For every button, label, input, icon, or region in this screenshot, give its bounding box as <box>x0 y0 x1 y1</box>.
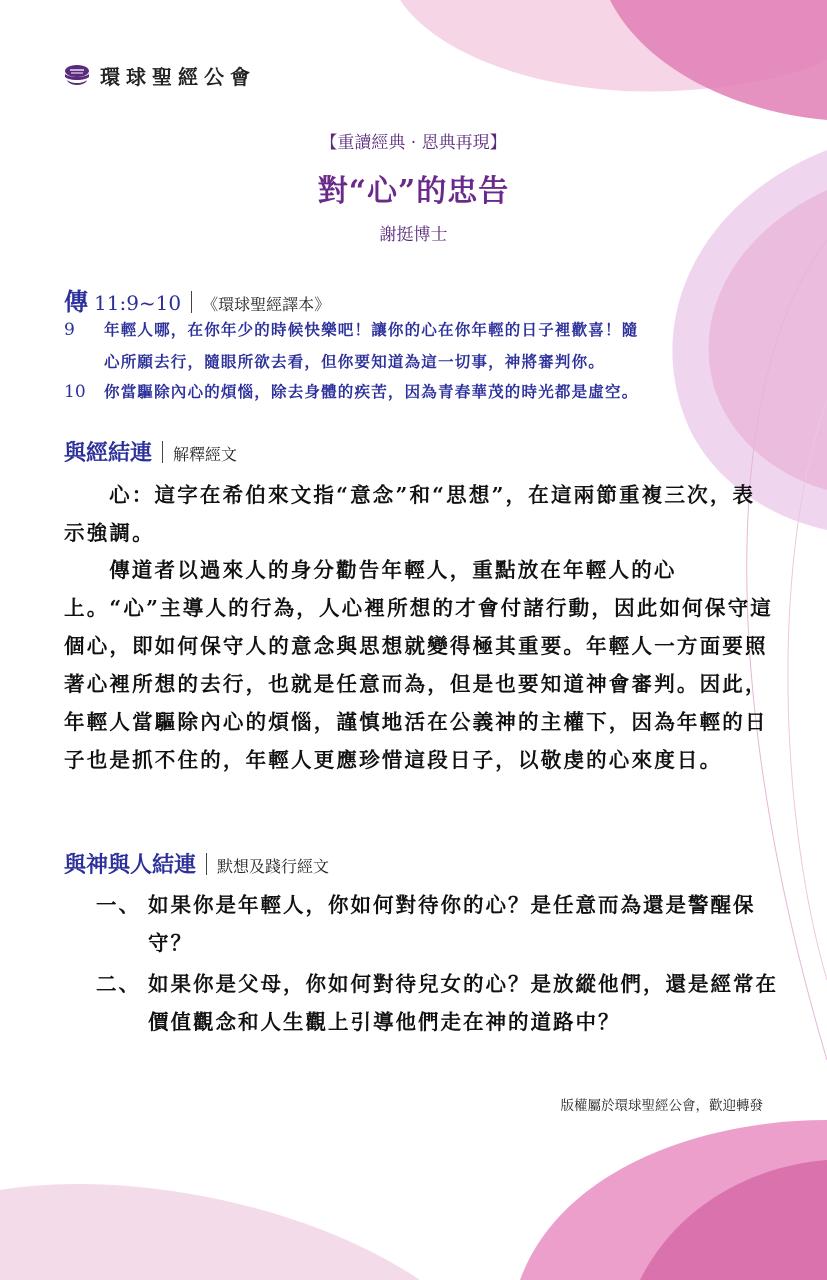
series-label: 【重讀經典 · 恩典再現】 <box>320 133 507 153</box>
verse-number: 9 <box>64 320 75 340</box>
author-name: 謝挺博士 <box>379 225 448 245</box>
heading-divider <box>162 441 163 463</box>
explain-paragraph: 傳道者以過來人的身分勸告年輕人，重點放在年輕人的心上。“心”主導人的行為，人心裡所想的才會付諸行動，因此如何保守這個心，即如何保守人的意念與思想就變得極其重要。年輕人一方面要照著心裡所想的去行，也就是任意而為，但是也要知道神會審判。因此，年輕人當驅除內心的煩惱，謹慎地活在公義神的主權下，因為年輕的日子也是抓不住的，年輕人更應珍惜這段日子，以敬虔的心來度日。 <box>64 558 773 772</box>
verse-text-line: 心所願去行，隨眼所欲去看，但你要知道為這一切事，神將審判你。 <box>104 352 606 371</box>
scripture-reference: 11:9~10 <box>94 291 182 315</box>
scripture-heading <box>64 282 330 317</box>
reflection-item <box>96 886 786 962</box>
reflection-marker: 二、 <box>96 972 141 996</box>
reflection-text: 如果你是父母，你如何對待兒女的心？是放縱他們，還是經常在價值觀念和人生觀上引導他們走在神的道路中？ <box>148 972 778 1034</box>
apply-section-heading <box>64 848 329 879</box>
explain-section-heading <box>64 436 237 467</box>
section-subtitle: 默想及踐行經文 <box>217 857 330 876</box>
explain-paragraph: 心：這字在希伯來文指“意念”和“思想”，在這兩節重複三次，表示強調。 <box>64 483 756 545</box>
reflection-item <box>96 965 786 1041</box>
scripture-version: 《環球聖經譯本》 <box>202 295 331 314</box>
section-title: 與神與人結連 <box>64 852 197 878</box>
bible-society-icon <box>62 60 92 90</box>
heading-divider <box>206 853 207 875</box>
reflection-marker: 一、 <box>96 893 141 917</box>
section-subtitle: 解釋經文 <box>173 445 238 464</box>
copyright-note: 版權屬於環球聖經公會，歡迎轉發 <box>560 1098 763 1114</box>
section-title: 與經結連 <box>64 440 153 466</box>
heading-divider <box>191 291 192 313</box>
verse-number: 10 <box>64 382 86 402</box>
scripture-book: 傳 <box>64 287 88 316</box>
verse-9 <box>64 314 774 378</box>
logo <box>62 60 256 90</box>
verse-10 <box>64 376 774 408</box>
reflection-text: 如果你是年輕人，你如何對待你的心？是任意而為還是警醒保守？ <box>148 893 756 955</box>
logo-text: 環球聖經公會 <box>100 64 256 89</box>
verse-text-line: 你當驅除內心的煩惱，除去身體的疾苦，因為青春華茂的時光都是虛空。 <box>104 382 639 401</box>
page-title: 對“心”的忠告 <box>317 174 510 209</box>
verse-text-line: 年輕人哪，在你年少的時候快樂吧！讓你的心在你年輕的日子裡歡喜！隨 <box>104 320 639 339</box>
